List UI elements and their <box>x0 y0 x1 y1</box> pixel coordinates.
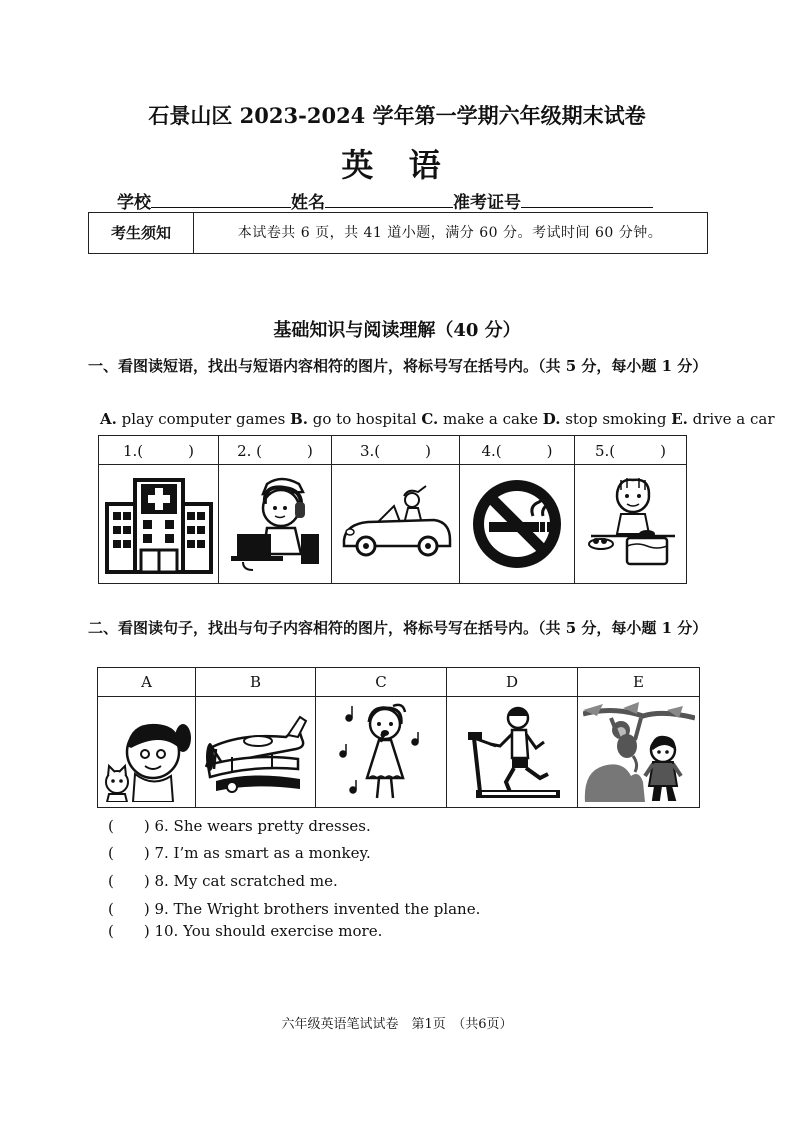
option-b: B <box>196 668 316 697</box>
phrase-letter: D. <box>542 410 561 428</box>
car-driving-picture-cell <box>332 465 460 584</box>
treadmill-runner-icon <box>460 702 564 802</box>
cake-making-icon <box>583 474 679 574</box>
sentence-10: ( ) 10. You should exercise more. <box>108 922 383 940</box>
sentence-9: ( ) 9. The Wright brothers invented the plane. <box>108 900 481 918</box>
part2-picture-table <box>97 667 700 808</box>
phrase-text: drive a car <box>687 410 775 428</box>
monkey-boy-icon <box>583 702 695 802</box>
phrase-text: stop smoking <box>560 410 672 428</box>
computer-games-icon <box>223 474 327 574</box>
sentence-7: ( ) 7. I’m as smart as a monkey. <box>108 844 371 862</box>
sentence-6: ( ) 6. She wears pretty dresses. <box>108 817 371 835</box>
hospital-picture-cell <box>99 465 219 584</box>
answer-slot-4[interactable]: 4.( ) <box>460 436 575 465</box>
sentence-8: ( ) 8. My cat scratched me. <box>108 872 338 890</box>
phrase-text: make a cake <box>438 410 543 428</box>
computer-games-picture-cell <box>219 465 332 584</box>
treadmill-runner-picture-cell <box>447 697 578 808</box>
monkey-boy-picture-cell <box>578 697 700 808</box>
option-d: D <box>447 668 578 697</box>
student-info-line <box>117 188 653 213</box>
phrase-text: play computer games <box>116 410 291 428</box>
phrase-letter: C. <box>421 410 439 428</box>
exam-id-label: 准考证号 <box>453 193 521 213</box>
notice-text: 本试卷共 6 页，共 41 道小题，满分 60 分。考试时间 60 分钟。 <box>237 225 663 241</box>
exam-id-blank[interactable] <box>521 191 653 208</box>
option-a: A <box>98 668 196 697</box>
girl-with-cat-icon <box>101 702 193 802</box>
page-footer: 六年级英语笔试试卷 第1页 （共6页） <box>281 1017 513 1032</box>
hospital-icon <box>105 474 213 574</box>
exam-title: 石景山区 2023-2024 学年第一学期六年级期末试卷 <box>148 103 646 128</box>
car-icon <box>338 484 454 564</box>
airplane-picture-cell <box>196 697 316 808</box>
answer-slot-5[interactable]: 5.( ) <box>575 436 687 465</box>
notice-label: 考生须知 <box>89 213 194 253</box>
answer-slot-1[interactable]: 1.( ) <box>99 436 219 465</box>
phrase-letter: A. <box>100 410 117 428</box>
exam-notice-box <box>88 212 708 254</box>
part1-heading: 一、看图读短语，找出与短语内容相符的图片，将标号写在括号内。（共 5 分，每小题 1 分） <box>88 357 708 375</box>
part1-picture-table <box>98 435 687 584</box>
option-e: E <box>578 668 700 697</box>
school-label: 学校 <box>117 193 151 213</box>
answer-slot-2[interactable]: 2. ( ) <box>219 436 332 465</box>
subject-title: 英 语 <box>341 146 453 184</box>
airplane-icon <box>202 707 310 797</box>
section-title: 基础知识与阅读理解（40 分） <box>273 320 521 341</box>
name-blank[interactable] <box>325 191 453 208</box>
phrase-letter: E. <box>671 410 688 428</box>
no-smoking-picture-cell <box>460 465 575 584</box>
part1-phrase-list <box>100 410 775 428</box>
part2-heading: 二、看图读句子，找出与句子内容相符的图片，将标号写在括号内。（共 5 分，每小题 1 分） <box>88 619 708 637</box>
cake-making-picture-cell <box>575 465 687 584</box>
phrase-letter: B. <box>290 410 309 428</box>
name-label: 姓名 <box>291 193 325 213</box>
singing-girl-picture-cell <box>316 697 447 808</box>
answer-slot-3[interactable]: 3.( ) <box>332 436 460 465</box>
singing-girl-icon <box>333 702 429 802</box>
school-blank[interactable] <box>151 191 291 208</box>
no-smoking-icon <box>469 476 565 572</box>
phrase-text: go to hospital <box>308 410 422 428</box>
girl-with-cat-picture-cell <box>98 697 196 808</box>
option-c: C <box>316 668 447 697</box>
